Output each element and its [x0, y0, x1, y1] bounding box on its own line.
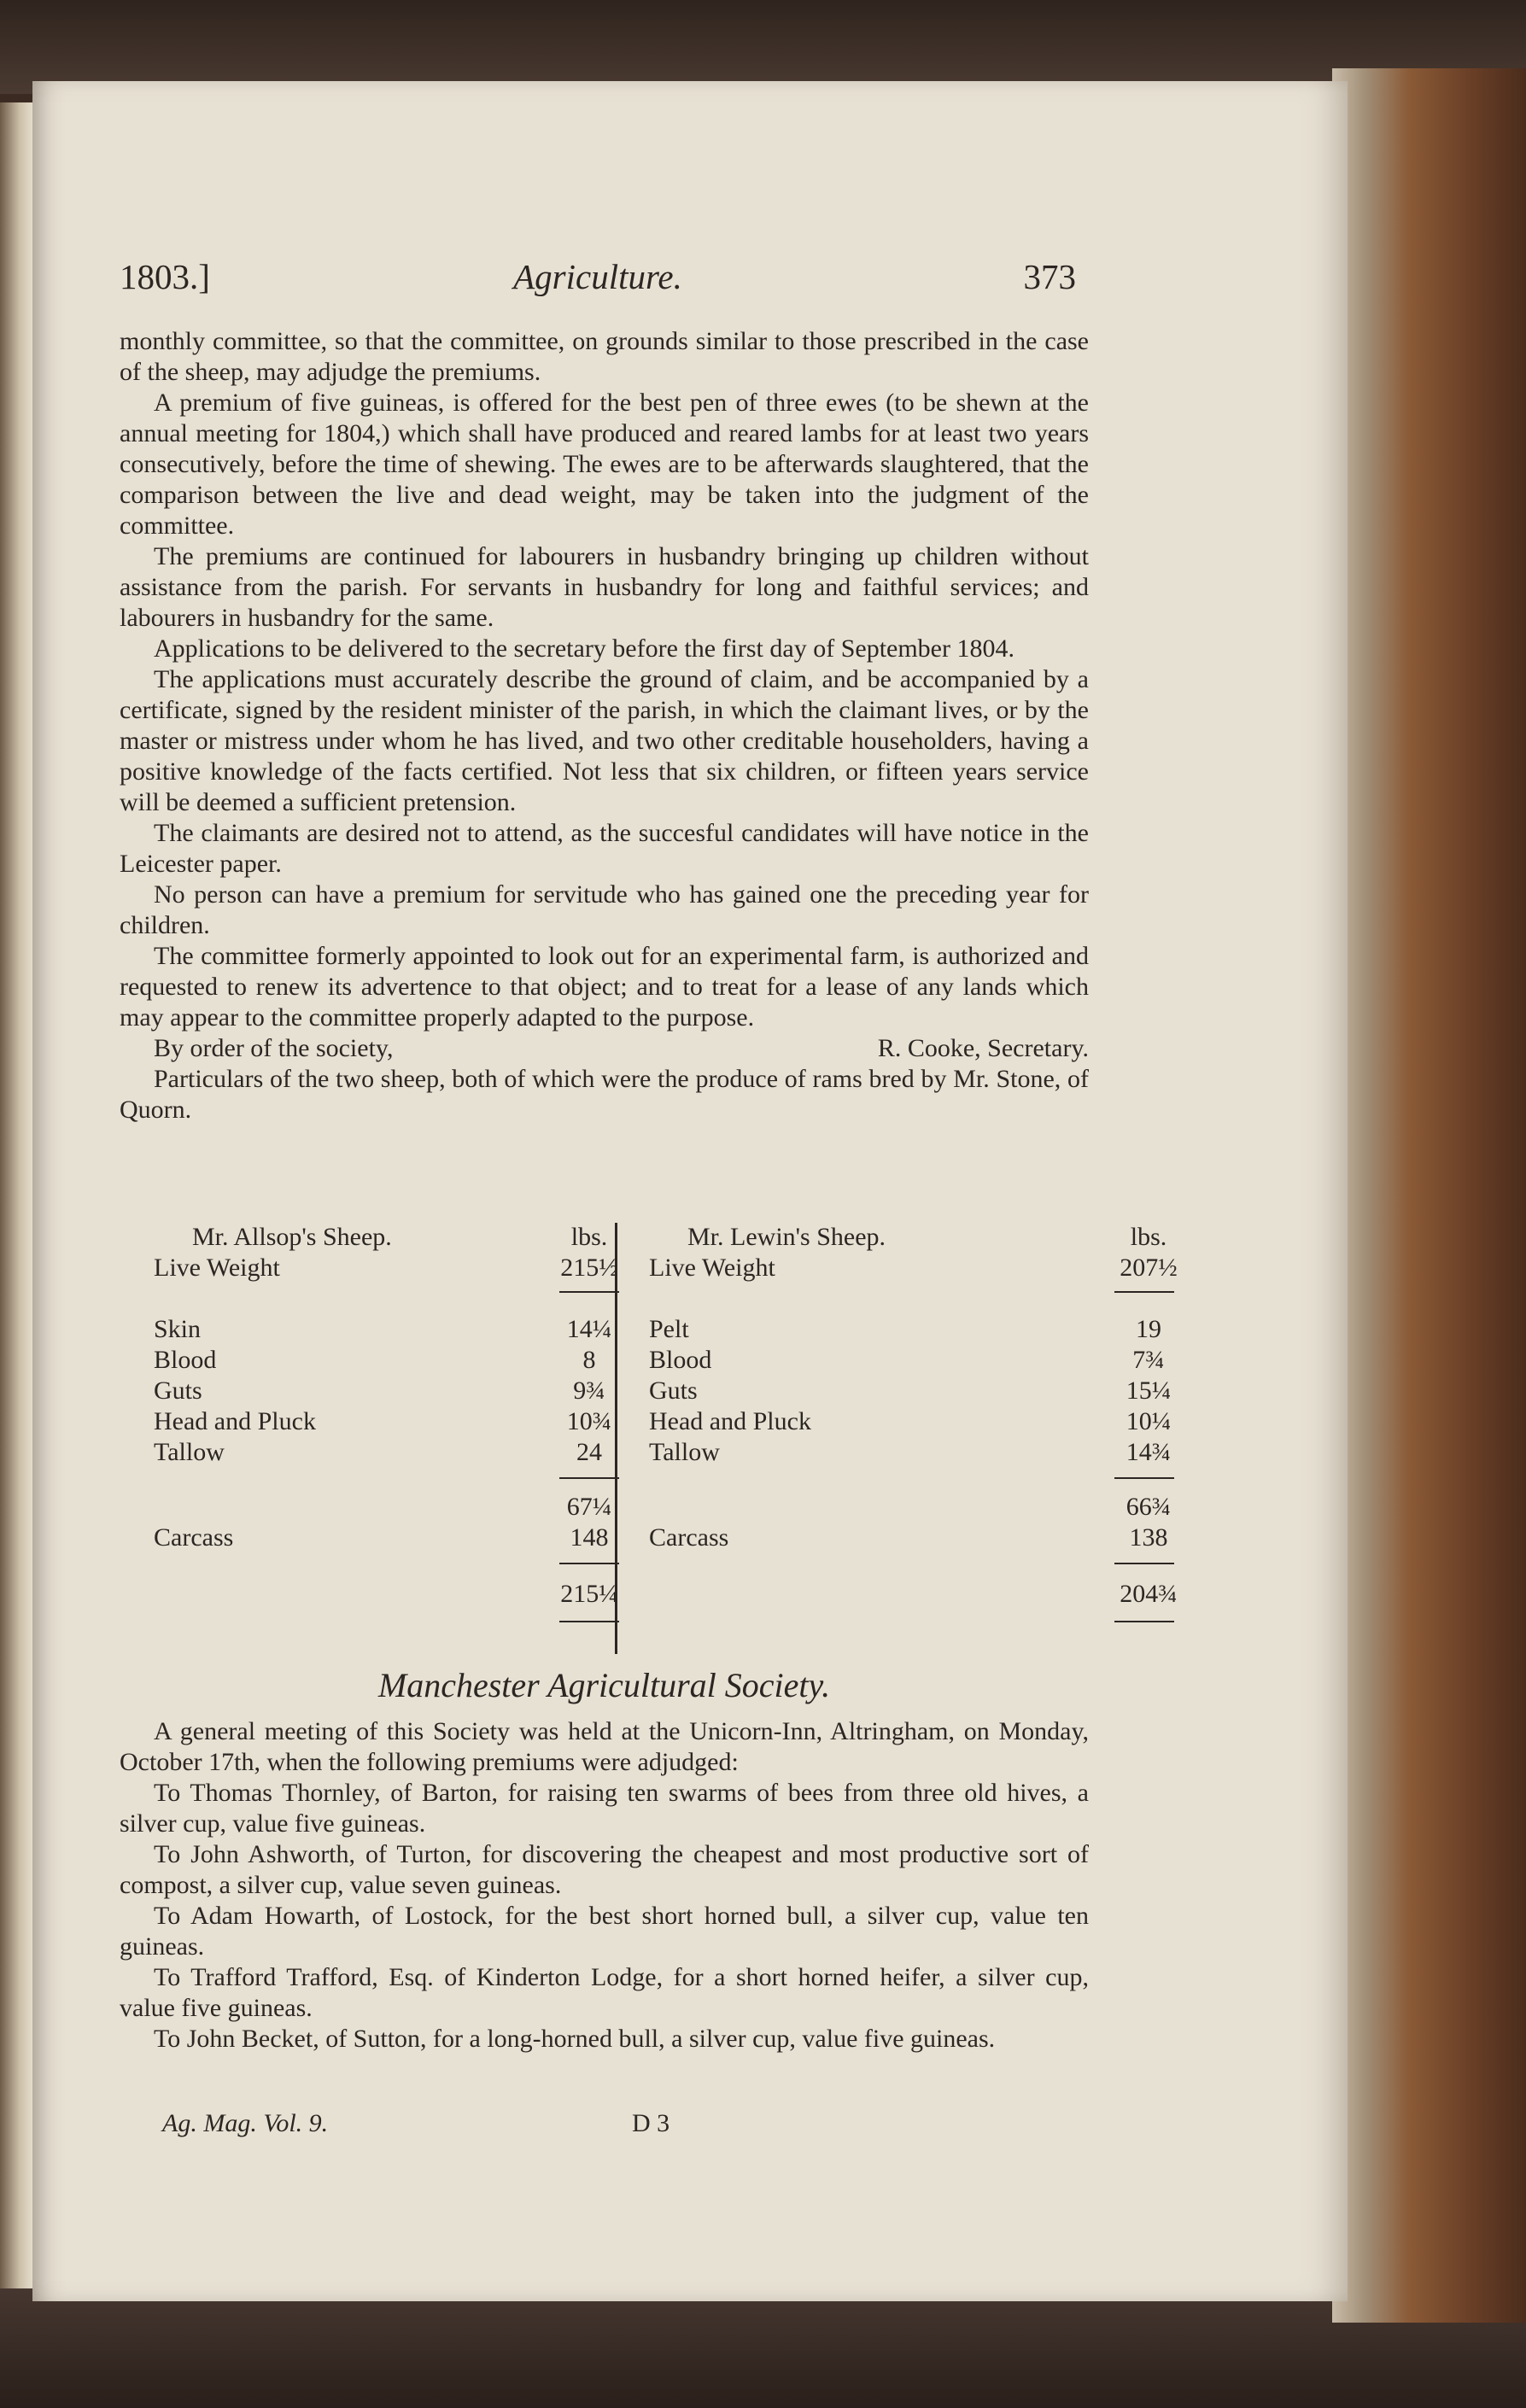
- unit-label: lbs.: [570, 1223, 608, 1251]
- rule: [1114, 1621, 1174, 1622]
- sheep-weights-tables: [120, 1223, 1178, 1654]
- rule: [559, 1477, 619, 1479]
- total-value: 215¼: [560, 1580, 618, 1608]
- rule: [1114, 1477, 1174, 1479]
- row-label: Blood: [649, 1346, 712, 1374]
- table-header: Mr. Lewin's Sheep.: [687, 1223, 886, 1251]
- total-value: 204¾: [1120, 1580, 1178, 1608]
- signoff: [120, 1033, 1089, 1064]
- book-spine: [1332, 68, 1526, 2323]
- row-label: Tallow: [154, 1438, 225, 1466]
- row-label: Live Weight: [649, 1254, 775, 1282]
- rule: [559, 1563, 619, 1564]
- paragraph: Applications to be delivered to the secretary before the first day of September 1804.: [154, 634, 1014, 663]
- running-header: [120, 256, 1076, 307]
- paragraph: The committee formerly appointed to look out for an experimental farm, is authorized and requested to renew its advertence to that object; and to treat for a lease of any lands which may appear to the committee properly adapted to the purpose.: [120, 942, 1089, 1032]
- rule: [1114, 1563, 1174, 1564]
- row-value: 14¼: [566, 1315, 612, 1343]
- paragraph: The applications must accurately describe the ground of claim, and be accompanied by a certificate, signed by the resident minister of the parish, in which the claimant lives, or by the master or mistress under whom he has lived, and two other creditable householders, having a positive knowledge of the facts certified. Not less that six children, or fifteen years service will be deemed a sufficient pretension.: [120, 665, 1089, 816]
- rule: [559, 1621, 619, 1622]
- row-label: Tallow: [649, 1438, 720, 1466]
- row-value: 8: [582, 1346, 596, 1374]
- rule: [1114, 1291, 1174, 1293]
- row-label: Guts: [649, 1376, 698, 1405]
- row-label: Blood: [154, 1346, 217, 1374]
- row-label: Live Weight: [154, 1254, 280, 1282]
- paragraph: A premium of five guineas, is offered for the best pen of three ewes (to be shewn at the annual meeting for 1804,) which shall have produced and reared lambs for at least two years consecutively, before the time of shewing. The ewes are to be afterwards slaughtered, that the comparison between the live and dead weight, may be taken into the judgment of the committee.: [120, 389, 1089, 540]
- row-value: 215½: [560, 1254, 618, 1282]
- row-value: 10¾: [566, 1407, 612, 1435]
- row-value: 138: [1129, 1523, 1168, 1552]
- paragraph: The premiums are continued for labourers in husbandry bringing up children without assistance from the parish. For servants in husbandry for long and faithful services; and labourers in husbandry for the same.: [120, 542, 1089, 632]
- row-label: Pelt: [649, 1315, 689, 1343]
- row-value: 10¼: [1125, 1407, 1172, 1435]
- footer-signature-right: D 3: [632, 2109, 670, 2137]
- row-label: Head and Pluck: [649, 1407, 811, 1435]
- signoff-right: R. Cooke, Secretary.: [877, 1034, 1089, 1062]
- footer-signature-left: Ag. Mag. Vol. 9.: [162, 2109, 329, 2137]
- row-label: Carcass: [154, 1523, 234, 1552]
- row-label: Carcass: [649, 1523, 729, 1552]
- paragraph: To John Ashworth, of Turton, for discovering the cheapest and most productive sort of compost, a silver cup, value seven guineas.: [120, 1840, 1089, 1899]
- table-header: Mr. Allsop's Sheep.: [192, 1223, 392, 1251]
- paragraph: The claimants are desired not to attend, as the succesful candidates will have notice in the Leicester paper.: [120, 819, 1089, 878]
- scan-bottom-edge: [0, 2288, 1526, 2408]
- header-year: 1803.]: [120, 257, 210, 296]
- body-text-bottom: [120, 1716, 1089, 2054]
- row-value: 24: [576, 1438, 602, 1466]
- paragraph: To John Becket, of Sutton, for a long-horned bull, a silver cup, value five guineas.: [154, 2025, 996, 2053]
- row-value: 15¼: [1125, 1376, 1172, 1405]
- paragraph: To Adam Howarth, of Lostock, for the best short horned bull, a silver cup, value ten guineas.: [120, 1902, 1089, 1961]
- paragraph: To Trafford Trafford, Esq. of Kinderton Lodge, for a short horned heifer, a silver cup, value five guineas.: [120, 1963, 1089, 2022]
- scan-top-edge: [0, 0, 1526, 94]
- subtotal-value: 67¼: [566, 1493, 612, 1521]
- row-label: Guts: [154, 1376, 202, 1405]
- rule: [559, 1291, 619, 1293]
- particulars-intro: Particulars of the two sheep, both of which were the produce of rams bred by Mr. Stone, of Quorn.: [120, 1065, 1089, 1124]
- section-title: Manchester Agricultural Society.: [377, 1666, 831, 1704]
- row-value: 14¾: [1125, 1438, 1172, 1466]
- paragraph: A general meeting of this Society was held at the Unicorn-Inn, Altringham, on Monday, October 17th, when the following premiums were adjudged:: [120, 1717, 1089, 1776]
- header-title: Agriculture.: [513, 257, 682, 296]
- row-label: Skin: [154, 1315, 202, 1343]
- page-number: 373: [1023, 257, 1076, 296]
- row-value: 207½: [1120, 1254, 1178, 1282]
- row-value: 9¾: [573, 1376, 605, 1405]
- paragraph: No person can have a premium for servitude who has gained one the preceding year for children.: [120, 880, 1089, 939]
- row-value: 148: [570, 1523, 609, 1552]
- body-text-top: [120, 326, 1089, 1125]
- row-label: Head and Pluck: [154, 1407, 316, 1435]
- signoff-left: By order of the society,: [154, 1034, 394, 1062]
- facing-page-edge: [0, 102, 32, 2288]
- row-value: 19: [1136, 1315, 1161, 1343]
- unit-label: lbs.: [1130, 1223, 1167, 1251]
- subtotal-value: 66¾: [1125, 1493, 1172, 1521]
- row-value: 7¾: [1132, 1346, 1165, 1374]
- paragraph: To Thomas Thornley, of Barton, for raising ten swarms of bees from three old hives, a silver cup, value five guineas.: [120, 1779, 1089, 1838]
- paragraph: monthly committee, so that the committee, on grounds similar to those prescribed in the case of the sheep, may adjudge the premiums.: [120, 327, 1089, 386]
